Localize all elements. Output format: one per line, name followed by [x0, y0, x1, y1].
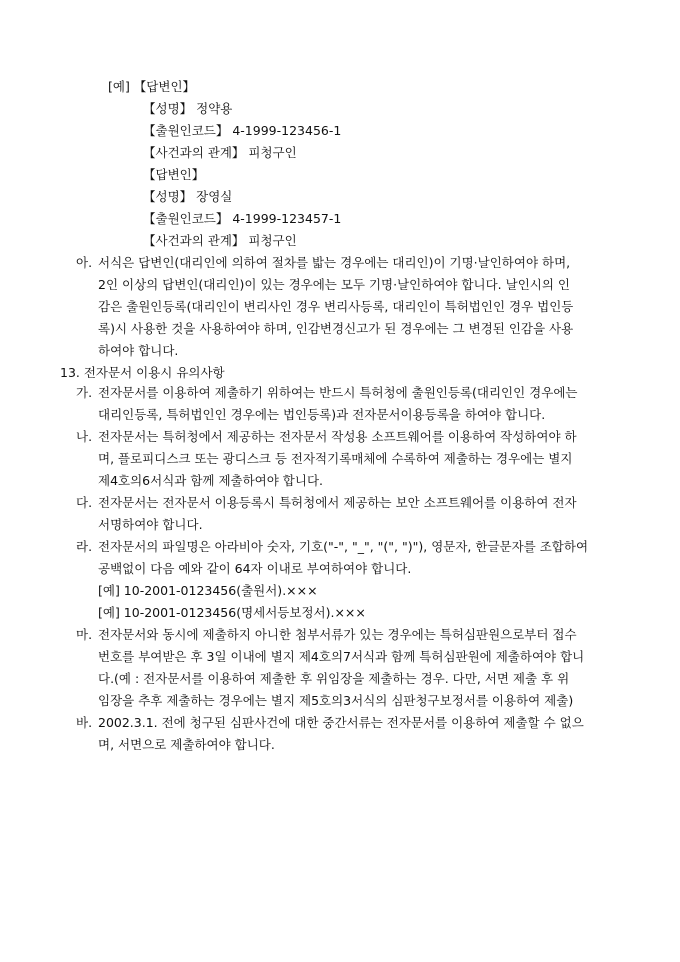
paragraph-line: 감은 출원인등록(대리인이 변리사인 경우 변리사등록, 대리인이 특허법인인 경우 법인등	[98, 299, 574, 314]
item-marker: 아.	[76, 255, 93, 270]
paragraph-line: 제4호의6서식과 함께 제출하여야 합니다.	[98, 473, 323, 488]
filename-example: [예] 10-2001-0123456(명세서등보정서).×××	[98, 605, 366, 620]
item-marker: 바.	[76, 715, 93, 730]
paragraph-line: 번호를 부여받은 후 3일 이내에 별지 제4호의7서식과 함께 특허심판원에 제출하여야 합니	[98, 649, 585, 664]
paragraph-line: 임장을 추후 제출하는 경우에는 별지 제5호의3서식의 심판청구보정서를 이용하여 제출)	[98, 693, 574, 708]
paragraph-line: 대리인등록, 특허법인인 경우에는 법인등록)과 전자문서이용등록을 하여야 합니다.	[98, 407, 546, 422]
item-marker: 마.	[76, 627, 93, 642]
item-marker: 라.	[76, 539, 93, 554]
item-marker: 나.	[76, 429, 93, 444]
paragraph-line: 전자문서를 이용하여 제출하기 위하여는 반드시 특허청에 출원인등록(대리인인 경우에는	[98, 385, 578, 400]
filename-example: [예] 10-2001-0123456(출원서).×××	[98, 583, 318, 598]
paragraph-line: 며, 플로피디스크 또는 광디스크 등 전자적기록매체에 수록하여 제출하는 경우에는 별지	[98, 451, 573, 466]
section-title: 13. 전자문서 이용시 유의사항	[60, 365, 225, 380]
paragraph-line: 서명하여야 합니다.	[98, 517, 203, 532]
paragraph-line: 전자문서는 전자문서 이용등록시 특허청에서 제공하는 보안 소프트웨어를 이용하여 전자	[98, 495, 577, 510]
example-line: 【사건과의 관계】 피청구인	[143, 233, 297, 248]
paragraph-line: 다.(예 : 전자문서를 이용하여 제출한 후 위임장을 제출하는 경우. 다만, 서면 제출 후 위	[98, 671, 570, 686]
example-line: 【출원인코드】 4-1999-123457-1	[143, 211, 342, 226]
paragraph-line: 공백없이 다음 예와 같이 64자 이내로 부여하여야 합니다.	[98, 561, 412, 576]
paragraph-line: 록)시 사용한 것을 사용하여야 하며, 인감변경신고가 된 경우에는 그 변경된 인감을 사용	[98, 321, 574, 336]
paragraph-line: 전자문서는 특허청에서 제공하는 전자문서 작성용 소프트웨어를 이용하여 작성하여야 하	[98, 429, 577, 444]
paragraph-line: 2002.3.1. 전에 청구된 심판사건에 대한 중간서류는 전자문서를 이용하여 제출할 수 없으	[98, 715, 584, 730]
example-label: [예] 【답변인】	[108, 79, 196, 94]
example-line: 【성명】 장영실	[143, 189, 233, 204]
example-line: 【출원인코드】 4-1999-123456-1	[143, 123, 342, 138]
item-marker: 다.	[76, 495, 93, 510]
paragraph-line: 하여야 합니다.	[98, 343, 179, 358]
paragraph-line: 서식은 답변인(대리인에 의하여 절차를 밟는 경우에는 대리인)이 기명·날인하여야 하며,	[98, 255, 571, 270]
paragraph-line: 며, 서면으로 제출하여야 합니다.	[98, 737, 275, 752]
paragraph-line: 전자문서와 동시에 제출하지 아니한 첨부서류가 있는 경우에는 특허심판원으로부터 접수	[98, 627, 577, 642]
item-marker: 가.	[76, 385, 93, 400]
paragraph-line: 2인 이상의 답변인(대리인)이 있는 경우에는 모두 기명·날인하여야 합니다. 날인시의 인	[98, 277, 570, 292]
paragraph-line: 전자문서의 파일명은 아라비아 숫자, 기호("-", "_", "(", ")"), 영문자, 한글문자를 조합하여	[98, 539, 589, 554]
example-line: 【사건과의 관계】 피청구인	[143, 145, 297, 160]
example-line: 【성명】 정약용	[143, 101, 233, 116]
example-line: 【답변인】	[143, 167, 205, 182]
